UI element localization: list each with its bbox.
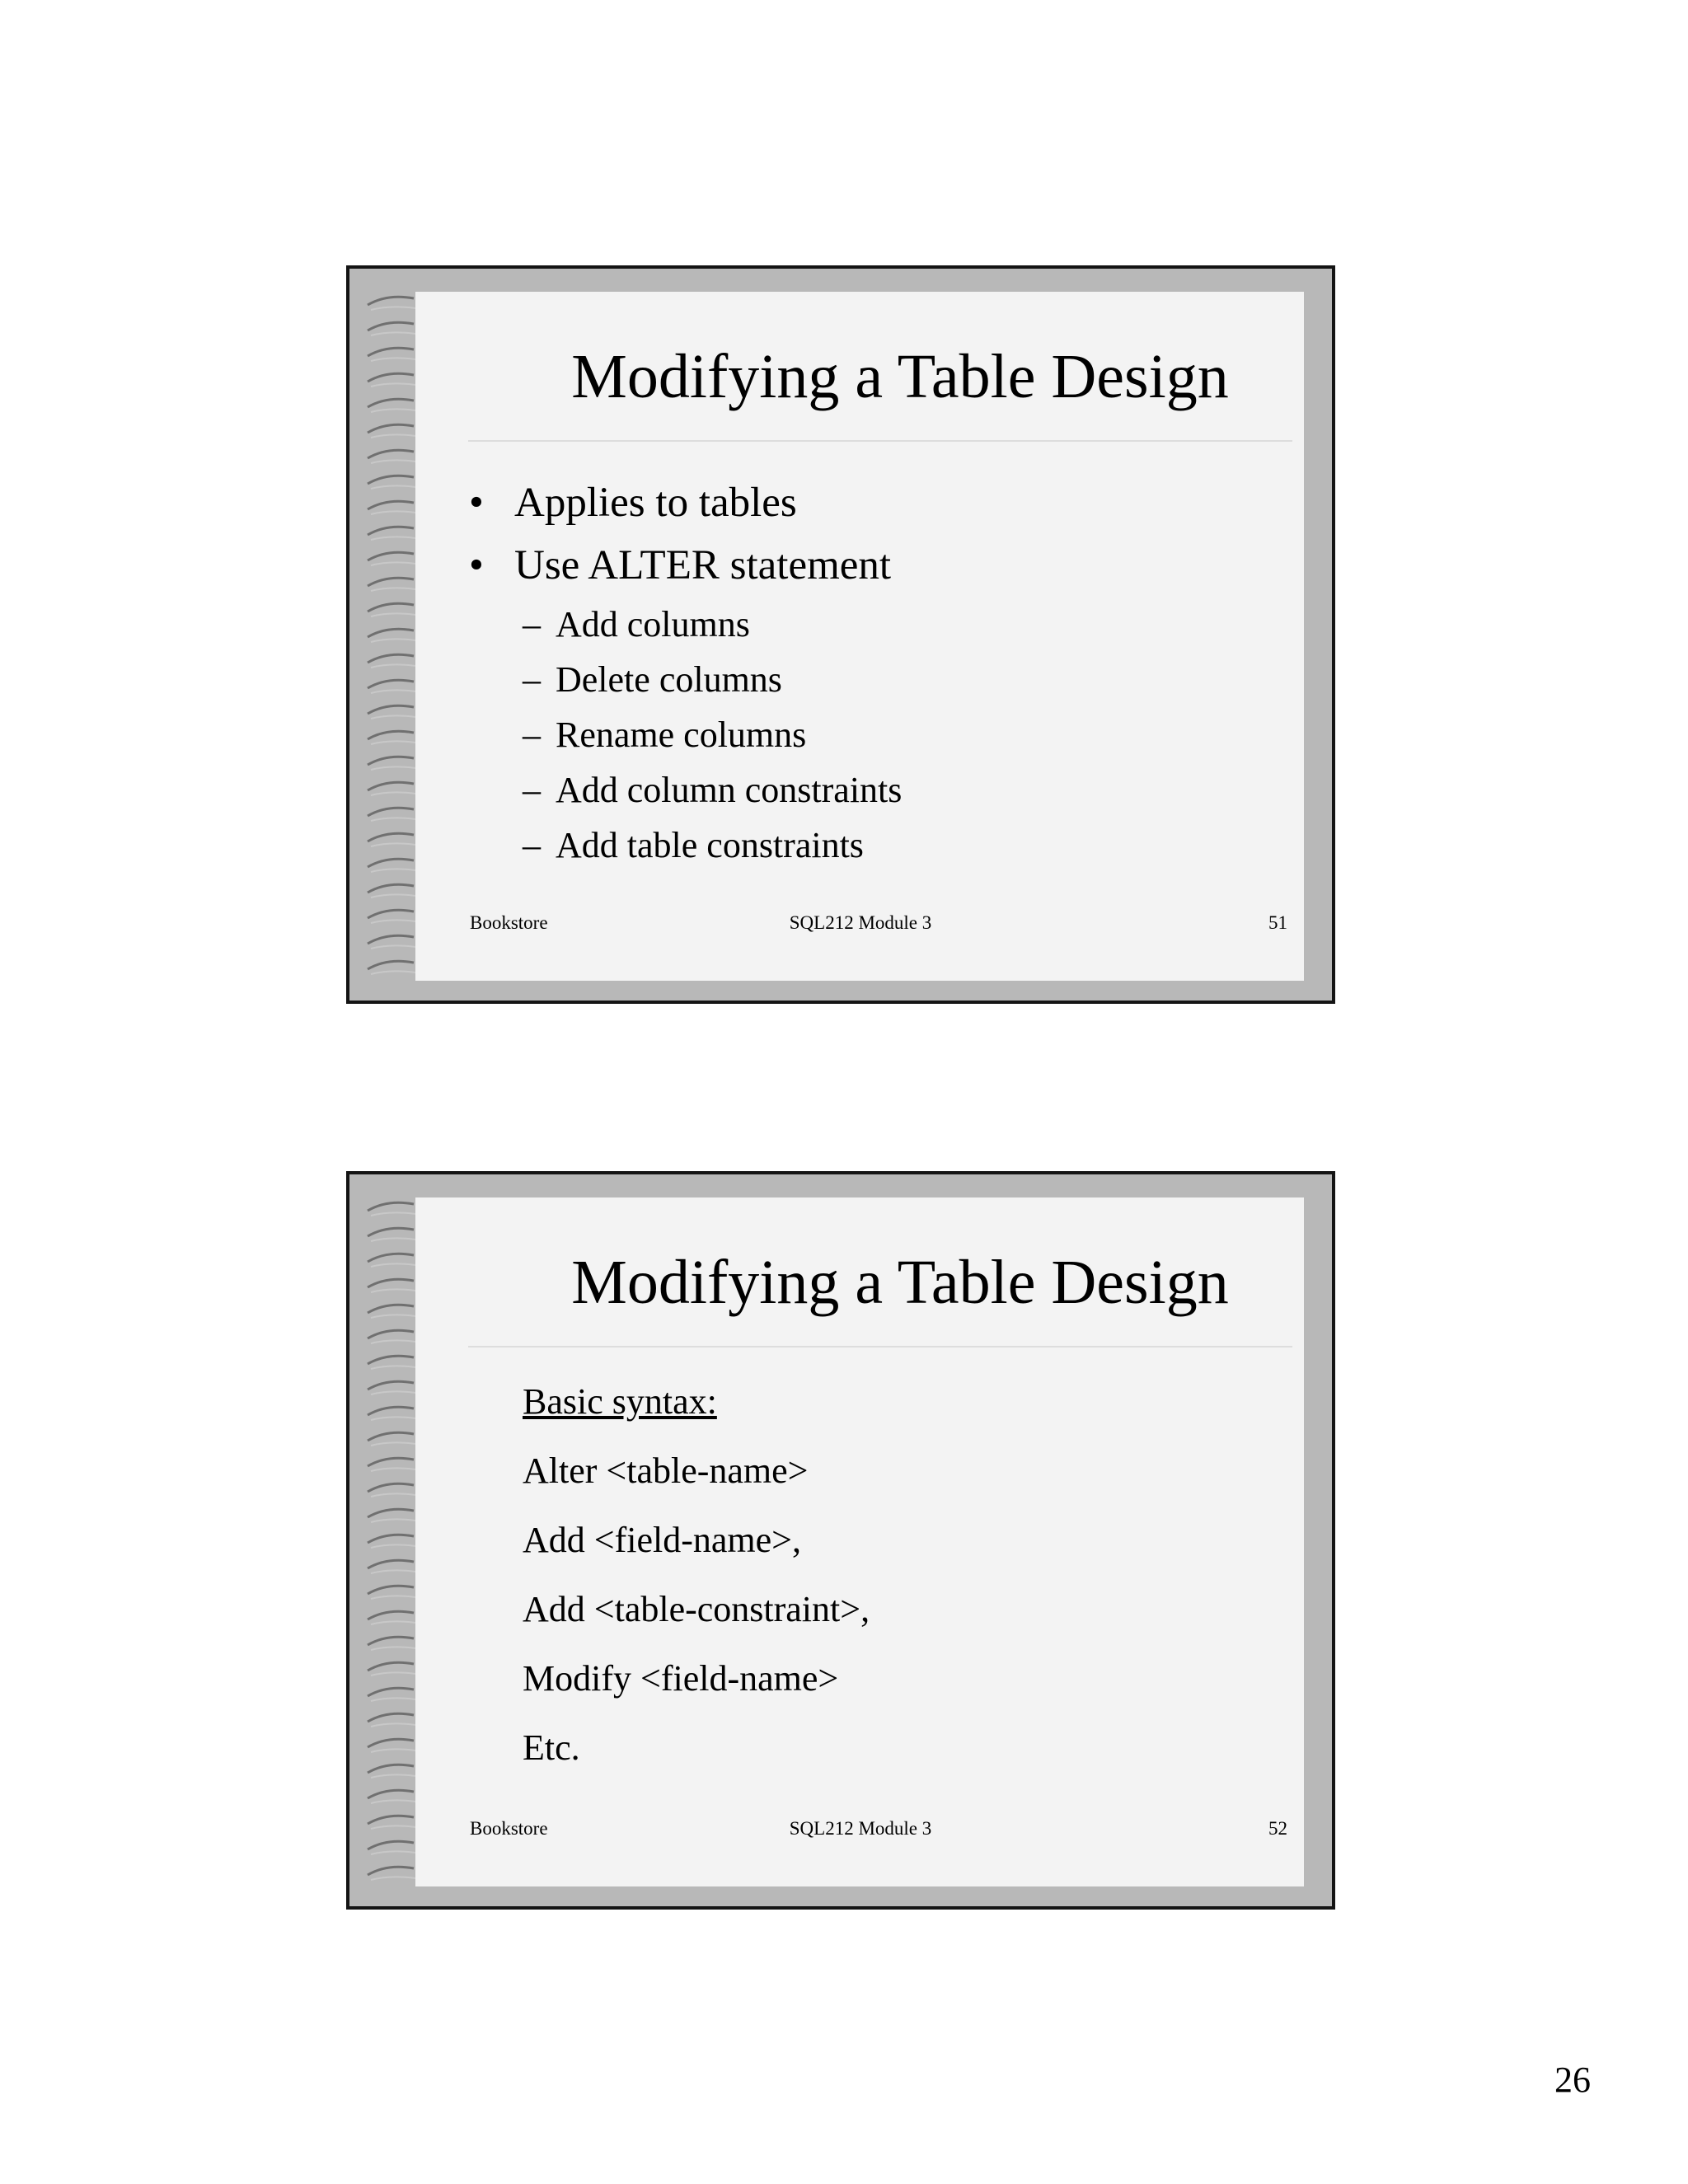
bullet-item: • Use ALTER statement [469,542,892,588]
title-divider [468,440,1292,442]
footer-slide-number: 51 [1268,912,1287,933]
dash-icon: – [523,825,541,865]
footer-left: Bookstore [470,1818,548,1839]
footer-center: SQL212 Module 3 [789,912,932,933]
sub-bullet-item: – Add column constraints [523,770,903,810]
dash-icon: – [523,715,541,755]
footer-slide-number: 52 [1268,1818,1287,1839]
page-number: 26 [1554,2060,1591,2100]
footer-left: Bookstore [470,912,548,933]
dash-icon: – [523,770,541,810]
syntax-heading: Basic syntax: [523,1381,717,1422]
slide-52 [346,1171,1335,1910]
slide-panel [415,292,1304,981]
syntax-line: Alter <table-name> [523,1451,809,1491]
sub-bullet-item: – Rename columns [523,715,807,755]
sub-bullet-item: – Add columns [523,604,750,644]
bullet-item: • Applies to tables [469,480,797,526]
dash-icon: – [523,604,541,644]
syntax-line: Add <table-constraint>, [523,1589,870,1629]
slide-title: Modifying a Table Design [571,342,1229,411]
syntax-line: Add <field-name>, [523,1520,801,1560]
syntax-line: Modify <field-name> [523,1658,839,1699]
sub-bullet-item: – Add table constraints [523,825,864,865]
sub-bullet-item: – Delete columns [523,659,782,700]
title-divider [468,1346,1292,1347]
slide-title: Modifying a Table Design [571,1248,1229,1317]
bullet-icon: • [469,480,484,526]
slide-panel [415,1197,1304,1886]
slide-51 [346,265,1335,1004]
dash-icon: – [523,659,541,700]
syntax-line: Etc. [523,1727,580,1768]
footer-center: SQL212 Module 3 [789,1818,932,1839]
bullet-icon: • [469,542,484,588]
